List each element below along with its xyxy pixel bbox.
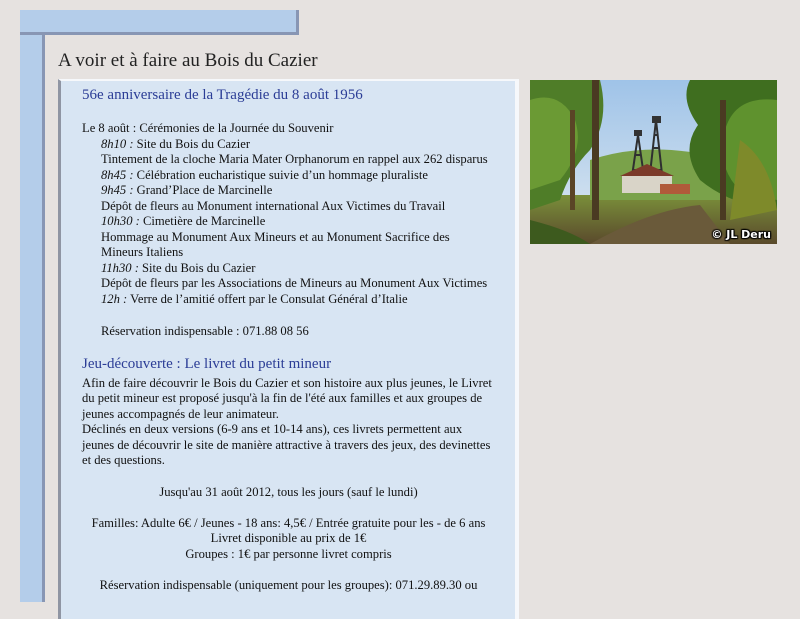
photo-credit: © JL Deru — [711, 228, 771, 241]
schedule-item: Dépôt de fleurs par les Associations de Mineurs au Monument Aux Victimes — [101, 276, 488, 290]
reservation-phone: Réservation indispensable : 071.88 08 56 — [101, 324, 309, 338]
paragraph-line: et des questions. — [82, 453, 165, 467]
paragraph-line: jeunes accompagnés de leur animateur. — [82, 407, 279, 421]
schedule-item: 8h10 : Site du Bois du Cazier — [101, 137, 251, 151]
schedule-item: Mineurs Italiens — [101, 245, 184, 259]
group-reservation: Réservation indispensable (uniquement pour les groupes): 071.29.89.30 ou — [99, 578, 478, 592]
schedule-item: 12h : Verre de l’amitié offert par le Consulat Général d’Italie — [101, 292, 408, 306]
price-line: Familles: Adulte 6€ / Jeunes - 18 ans: 4,5€ / Entrée gratuite pour les - de 6 ans — [91, 516, 486, 530]
paragraph-line: Déclinés en deux versions (6-9 ans et 10-14 ans), ces livrets permettent aux — [82, 422, 463, 436]
decorative-top-bar — [20, 10, 299, 35]
paragraph-line: Afin de faire découvrir le Bois du Cazier et son histoire aux plus jeunes, le Livret — [82, 376, 492, 390]
availability-dates: Jusqu'au 31 août 2012, tous les jours (sauf le lundi) — [159, 485, 418, 499]
paragraph-line: jeunes de découvrir le site de manière attractive à travers des jeux, des devinettes — [82, 438, 491, 452]
section-title-discovery-game: Jeu-découverte : Le livret du petit mineur — [82, 356, 332, 372]
paragraph-line: du petit mineur est proposé jusqu'à la fin de l'été aux familles et aux groupes de — [82, 391, 483, 405]
schedule-item: 9h45 : Grand’Place de Marcinelle — [101, 183, 273, 197]
section-title-anniversary: 56e anniversaire de la Tragédie du 8 août 1956 — [82, 87, 363, 103]
schedule-item: 8h45 : Célébration eucharistique suivie d’un hommage pluraliste — [101, 168, 429, 182]
page-title: A voir et à faire au Bois du Cazier — [58, 50, 318, 71]
schedule-item: 11h30 : Site du Bois du Cazier — [101, 261, 256, 275]
price-line: Groupes : 1€ par personne livret compris — [185, 547, 392, 561]
schedule-item: Tintement de la cloche Maria Mater Orphanorum en rappel aux 262 disparus — [101, 152, 488, 166]
decorative-sidebar-bar — [20, 10, 45, 602]
schedule-item: Dépôt de fleurs au Monument international Aux Victimes du Travail — [101, 199, 446, 213]
mine-headframe-photo — [530, 80, 777, 244]
price-line: Livret disponible au prix de 1€ — [210, 531, 367, 545]
schedule-item: 10h30 : Cimetière de Marcinelle — [101, 214, 266, 228]
schedule-item: Hommage au Monument Aux Mineurs et au Monument Sacrifice des — [101, 230, 450, 244]
photo-illustration — [530, 80, 777, 244]
date-heading: Le 8 août : Cérémonies de la Journée du Souvenir — [82, 121, 334, 135]
